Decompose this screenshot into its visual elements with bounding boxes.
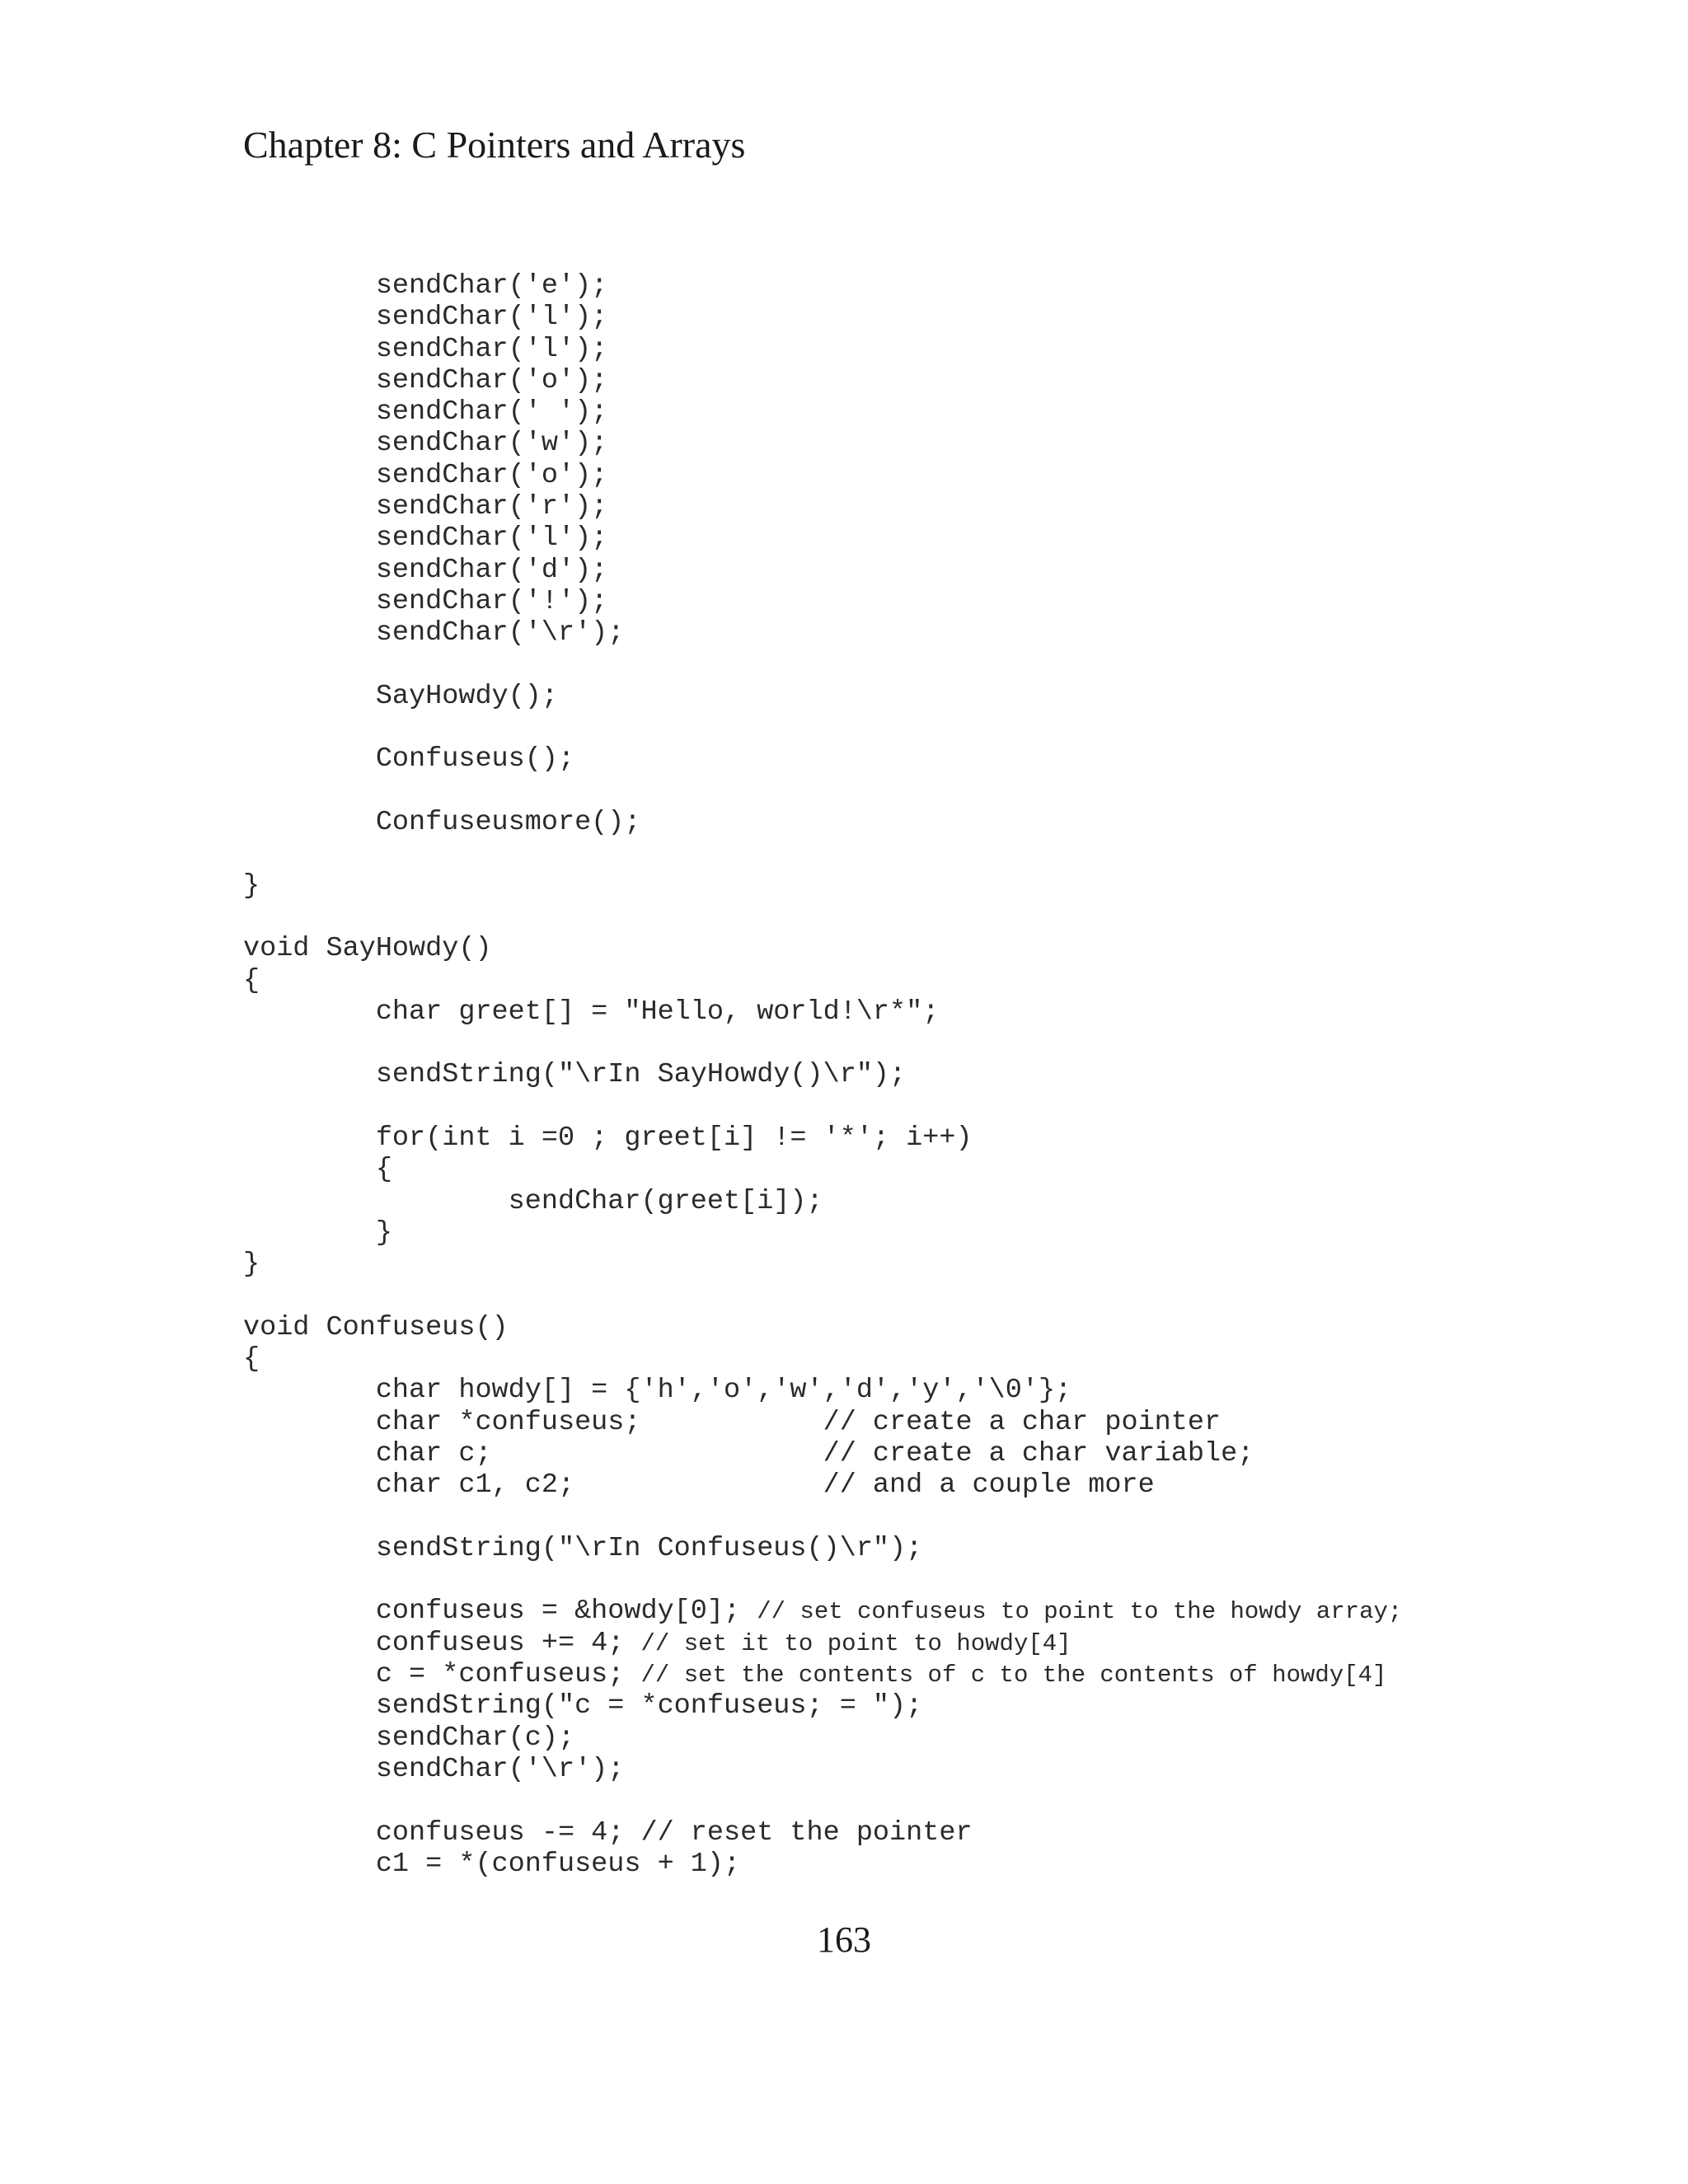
code-line — [243, 1028, 1402, 1059]
code-line — [243, 586, 1402, 617]
code-line — [243, 1596, 1402, 1627]
code-line — [243, 649, 1402, 681]
code-line — [243, 996, 1402, 1028]
code-line — [243, 1628, 1402, 1659]
code-line — [243, 1407, 1402, 1438]
code-line — [243, 1502, 1402, 1533]
code-text: sendChar('l'); — [243, 523, 608, 555]
code-line — [243, 1817, 1402, 1849]
code-text: sendChar('l'); — [243, 333, 608, 365]
page-number: 163 — [817, 1919, 871, 1960]
code-text: sendChar('\r'); — [243, 1753, 625, 1785]
code-line — [243, 1564, 1402, 1596]
code-text: void Confuseus() — [243, 1311, 509, 1343]
code-comment: // set it to point to howdy[4] — [640, 1629, 1071, 1657]
code-text: sendChar(' '); — [243, 396, 608, 429]
code-line — [243, 965, 1402, 996]
code-line — [243, 365, 1402, 396]
code-line — [243, 1375, 1402, 1406]
code-text: sendString("c = *confuseus; = "); — [243, 1690, 923, 1722]
code-line — [243, 334, 1402, 365]
code-line — [243, 1659, 1402, 1690]
code-line — [243, 1438, 1402, 1469]
code-line — [243, 933, 1402, 964]
code-text: sendChar('w'); — [243, 428, 608, 460]
code-text: sendChar('r'); — [243, 491, 608, 523]
code-line — [243, 902, 1402, 933]
code-text: SayHowdy(); — [243, 680, 558, 712]
code-text: } — [243, 869, 260, 902]
code-line — [243, 617, 1402, 649]
code-text: { — [243, 964, 260, 996]
code-line — [243, 555, 1402, 586]
code-line — [243, 1343, 1402, 1375]
code-text: void SayHowdy() — [243, 933, 492, 965]
code-text: sendChar(greet[i]); — [243, 1185, 823, 1217]
code-line — [243, 1754, 1402, 1785]
code-line — [243, 396, 1402, 428]
code-line — [243, 1785, 1402, 1816]
code-text: char *confuseus; // create a char pointer — [243, 1406, 1221, 1438]
code-line — [243, 1059, 1402, 1090]
code-text: sendString("\rIn Confuseus()\r"); — [243, 1532, 923, 1564]
code-line — [243, 1533, 1402, 1564]
code-text: c1 = *(confuseus + 1); — [243, 1848, 741, 1880]
code-line — [243, 838, 1402, 869]
code-text: char howdy[] = {'h','o','w','d','y','\0'}; — [243, 1375, 1072, 1407]
code-line — [243, 776, 1402, 807]
code-text: confuseus += 4; — [243, 1627, 641, 1659]
code-line — [243, 1217, 1402, 1249]
code-line — [243, 1690, 1402, 1722]
chapter-heading: Chapter 8: C Pointers and Arrays — [243, 124, 746, 166]
code-line — [243, 1091, 1402, 1122]
code-line — [243, 428, 1402, 459]
code-text: Confuseusmore(); — [243, 807, 641, 839]
code-line — [243, 523, 1402, 554]
code-text: sendChar('o'); — [243, 364, 608, 396]
code-text: sendChar('l'); — [243, 302, 608, 334]
code-comment: // set the contents of c to the contents of howdy[4] — [640, 1661, 1387, 1690]
code-line — [243, 1186, 1402, 1217]
code-line — [243, 712, 1402, 743]
code-text: sendChar('!'); — [243, 585, 608, 617]
code-line — [243, 870, 1402, 902]
code-text: char c; // create a char variable; — [243, 1437, 1254, 1469]
code-text: sendChar('e'); — [243, 270, 608, 302]
code-line — [243, 270, 1402, 302]
code-line — [243, 807, 1402, 838]
code-text: sendChar('\r'); — [243, 617, 625, 649]
code-line — [243, 1281, 1402, 1312]
code-text: confuseus -= 4; // reset the pointer — [243, 1816, 973, 1849]
code-line — [243, 1154, 1402, 1185]
code-text: sendChar('o'); — [243, 459, 608, 491]
code-comment: // set confuseus to point to the howdy array; — [757, 1598, 1403, 1626]
code-text: sendChar('d'); — [243, 554, 608, 586]
code-text: c = *confuseus; — [243, 1659, 641, 1691]
code-text: } — [243, 1249, 260, 1281]
code-text: Confuseus(); — [243, 743, 575, 776]
code-text: } — [243, 1216, 392, 1249]
code-line — [243, 1249, 1402, 1280]
code-text: char c1, c2; // and a couple more — [243, 1469, 1155, 1502]
code-line — [243, 460, 1402, 491]
code-listing — [243, 270, 1402, 1880]
code-line — [243, 302, 1402, 333]
code-text: char greet[] = "Hello, world!\r*"; — [243, 996, 940, 1028]
code-text: sendString("\rIn SayHowdy()\r"); — [243, 1059, 907, 1091]
code-line — [243, 491, 1402, 523]
code-text: sendChar(c); — [243, 1722, 575, 1754]
code-line — [243, 1849, 1402, 1880]
code-text: { — [243, 1343, 260, 1376]
code-line — [243, 1469, 1402, 1501]
code-text: { — [243, 1154, 392, 1186]
code-text: for(int i =0 ; greet[i] != '*'; i++) — [243, 1122, 973, 1155]
code-line — [243, 681, 1402, 712]
code-text: confuseus = &howdy[0]; — [243, 1596, 757, 1628]
code-line — [243, 1312, 1402, 1343]
code-line — [243, 743, 1402, 775]
code-line — [243, 1722, 1402, 1754]
code-line — [243, 1122, 1402, 1154]
